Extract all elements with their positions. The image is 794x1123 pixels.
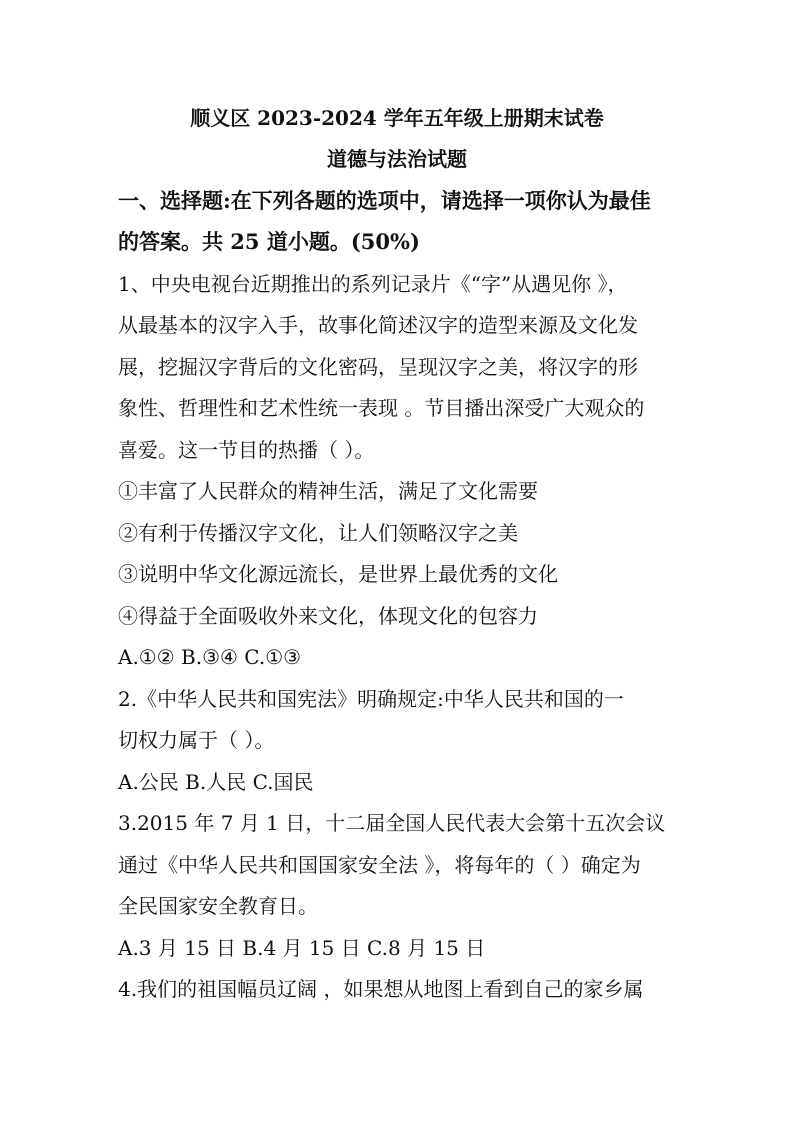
exam-subtitle: 道德与法治试题: [327, 147, 467, 171]
question-1-line-3: 展，挖掘汉字背后的文化密码，呈现汉字之美，将汉字的形: [118, 355, 638, 379]
question-1-line-2: 从最基本的汉字入手，故事化简述汉字的造型来源及文化发: [118, 313, 638, 337]
question-3-options: A.3 月 15 日 B.4 月 15 日 C.8 月 15 日: [118, 936, 486, 960]
question-1-statement-1: ①丰富了人民群众的精神生活，满足了文化需要: [118, 479, 538, 503]
question-3-line-3: 全民国家安全教育日。: [118, 894, 318, 918]
section-heading-line-1: 一、选择题:在下列各题的选项中，请选择一项你认为最佳: [118, 188, 651, 213]
section-heading-line-2: 的答案。共 25 道小题。(50%): [118, 229, 420, 254]
question-1-options: A.①② B.③④ C.①③: [118, 645, 302, 669]
question-4-line-1: 4.我们的祖国幅员辽阔 ，如果想从地图上看到自己的家乡属: [118, 977, 644, 1001]
question-2-line-2: 切权力属于（ ）。: [118, 728, 275, 752]
question-1-line-1: 1、中央电视台近期推出的系列记录片《“字”从遇见你 》，: [118, 272, 628, 296]
question-2-line-1: 2.《中华人民共和国宪法》明确规定:中华人民共和国的一: [118, 687, 624, 711]
question-3-line-1: 3.2015 年 7 月 1 日，十二届全国人民代表大会第十五次会议: [118, 811, 666, 835]
question-1-line-5: 喜爱。这一节目的热播（ ）。: [118, 438, 375, 462]
question-1-statement-4: ④得益于全面吸收外来文化，体现文化的包容力: [118, 604, 538, 628]
question-1-statement-2: ②有利于传播汉字文化，让人们领略汉字之美: [118, 521, 518, 545]
exam-title: 顺义区 2023-2024 学年五年级上册期末试卷: [190, 106, 604, 130]
question-3-line-2: 通过《中华人民共和国国家安全法 》，将每年的（ ）确定为: [118, 853, 641, 877]
question-2-options: A.公民 B.人民 C.国民: [118, 770, 314, 794]
question-1-statement-3: ③说明中华文化源远流长，是世界上最优秀的文化: [118, 562, 558, 586]
question-1-line-4: 象性、哲理性和艺术性统一表现 。节目播出深受广大观众的: [118, 396, 645, 420]
